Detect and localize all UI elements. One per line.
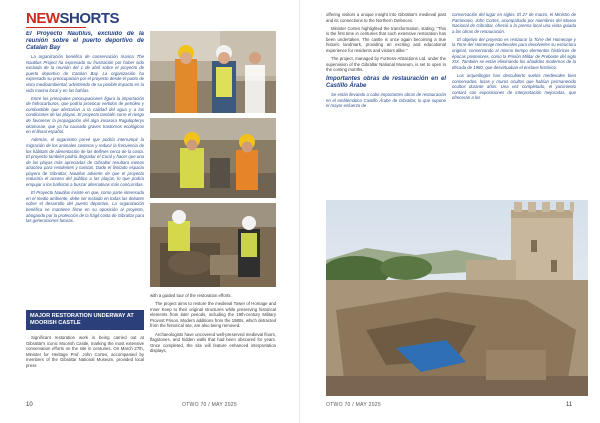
restoration-paragraph: with a guided tour of the restoration efforts. (150, 293, 232, 298)
restoration-column-3 (326, 12, 446, 198)
photo-excavation (150, 203, 276, 287)
photo-minister-tour (150, 31, 276, 113)
left-issue-label: OTWO 70 / MAY 2025 (182, 402, 237, 408)
nautilus-article-column (26, 31, 144, 303)
nautilus-paragraph: Además, el organismo prevé que podría interrumpir la migración de los animales costeros y reducir la frecuencia de los hábitats de alimentación de las delfines cerca de la costa. El proyecto también podría degradar el Coral y hacer que una de las playas más apreciadas de Gibraltar resultara menos atractiva para residentes y turistas. Dado el limitado espacio playero de Gibraltar, Nautilus advierte de que el proyecto reduciría el acceso del público a las playas, lo que podría empujar a los bañistas a buscar alternativas más concurridas. (26, 137, 144, 188)
photo-moorish-castle (326, 200, 588, 396)
header-shorts: SHORTS (59, 10, 120, 27)
restoration-column-4 (452, 12, 576, 198)
right-page (300, 0, 600, 423)
restoration-paragraph: offering visitors a unique insight into Gibraltar's medieval past and its connections to the Northern Defences. (326, 12, 446, 23)
nautilus-paragraph: La organización benéfica de conservación marina The Nautilus Project ha expresado su frustración por haber sido excluida de la reunión del 1 de abril sobre el proyecto de puerto deportivo de Catalan Bay. La organización ha expresado su preocupación por el proyecto desde el punto de vista medioambiental, advirtiendo de su posible impacto en la vida marina local y en las bahías. (26, 54, 144, 93)
header-rule (26, 27, 86, 28)
right-page-number: 11 (566, 402, 573, 408)
restoration-paragraph: Significant restoration work is being carried out at Gibraltar's iconic Moorish Castle, marking the most extensive conservation efforts on the site in centuries. On March 27th, Minister for Heritage Prof. John Cortes, accompanied by members of the Gibraltar National Museum, provided local press (26, 335, 144, 368)
restoration-paragraph-es: Los arqueólogos han descubierto suelos medievales bien conservados, losas y muros ocultos que habían permanecido ocultos durante años. Una vez completado, el yacimiento contará con exposiciones de interpretación mejoradas, que ofrecerán a los (452, 72, 576, 101)
nautilus-headline: El Proyecto Nautilus, excluido de la reunión sobre el puerto deportivo de Catalan Bay (26, 31, 144, 51)
restoration-paragraph: The project aims to restore the medieval Tower of Homage and Inner Keep to their original structures while preserving historical elements from later periods, including the 19th-century Military Provost Prison. Modern additions from the 1980s, which detracted from the historical site, are also being removed. (150, 301, 276, 329)
section-header (26, 10, 119, 27)
restoration-column-1 (26, 335, 144, 397)
restoration-paragraph-es: Se están llevando a cabo importantes obras de restauración en el emblemático Castillo Árabe de Gibraltar, lo que supone el mayor esfuerzo de (326, 91, 446, 109)
right-issue-label: OTWO 70 / MAY 2025 (326, 402, 381, 408)
left-page-number: 10 (26, 402, 33, 408)
restoration-paragraph-es: conservación del lugar en siglos. El 27 de marzo, el Ministro de Patrimonio, John Cortes, acompañado por miembros del Museo Nacional de Gibraltar, ofreció a la prensa local una visita guiada a las obras de restauración. (452, 12, 576, 34)
restoration-column-2 (150, 293, 276, 397)
header-new: NEW (26, 10, 60, 27)
restoration-paragraph-es: El objetivo del proyecto es restaurar la Torre del Homenaje y la Torre del Homenaje medievales para devolverles su estructura original, conservando al mismo tiempo elementos históricos de épocas posteriores, como la Prisión Militar de Preboste del siglo XIX. También se están eliminando los añadidos modernos de la década de 1980, que desvirtuaban el enclave histórico. (452, 36, 576, 70)
restoration-paragraph: Archaeologists have uncovered well-preserved medieval floors, flagstones, and hidden walls that had been obscured for years. Once completed, the site will feature enhanced interpretation displays, (150, 331, 276, 354)
photo-workers (150, 118, 276, 198)
restoration-paragraph: Minister Cortes highlighted the transformation, stating, "This is the first time in centuries that such extensive restoration has been undertaken. The castle is once again becoming a true historic landmark, providing an exciting and educational experience for residents and visitors alike." (326, 25, 446, 54)
nautilus-paragraph: Entre los principales preocupaciones figura la importación de hidrocarburos, que podría provocar vertidos de petróleo y combustible que afectarían a la calidad del agua y a las condiciones de las playas. El proyecto también corre el riesgo de favorecer la propagación del alga invasora Rugulopteryx okamurae, que ya ha causado graves trastornos ecológicos en el litoral español. (26, 95, 144, 135)
restoration-title: MAJOR RESTORATION UNDERWAY AT MOORISH CASTLE (26, 310, 144, 330)
restoration-headline-es: Importantes obras de restauración en el Castillo Árabe (326, 75, 446, 89)
restoration-paragraph: The project, managed by Fortress-Attractions Ltd. under the supervision of the Gibraltar National Museum, is set to open in the coming months. (326, 56, 446, 73)
nautilus-paragraph: El Proyecto Nautilus insiste en que, como parte interesada en el medio ambiente, debe ser incluido en todas las debates sobre el desarrollo del puerto deportivo. La organización benéfica se mantiene firme en su oposición al proyecto, abogando por la protección de la frágil costa de Gibraltar para las generaciones futuras. (26, 190, 144, 224)
